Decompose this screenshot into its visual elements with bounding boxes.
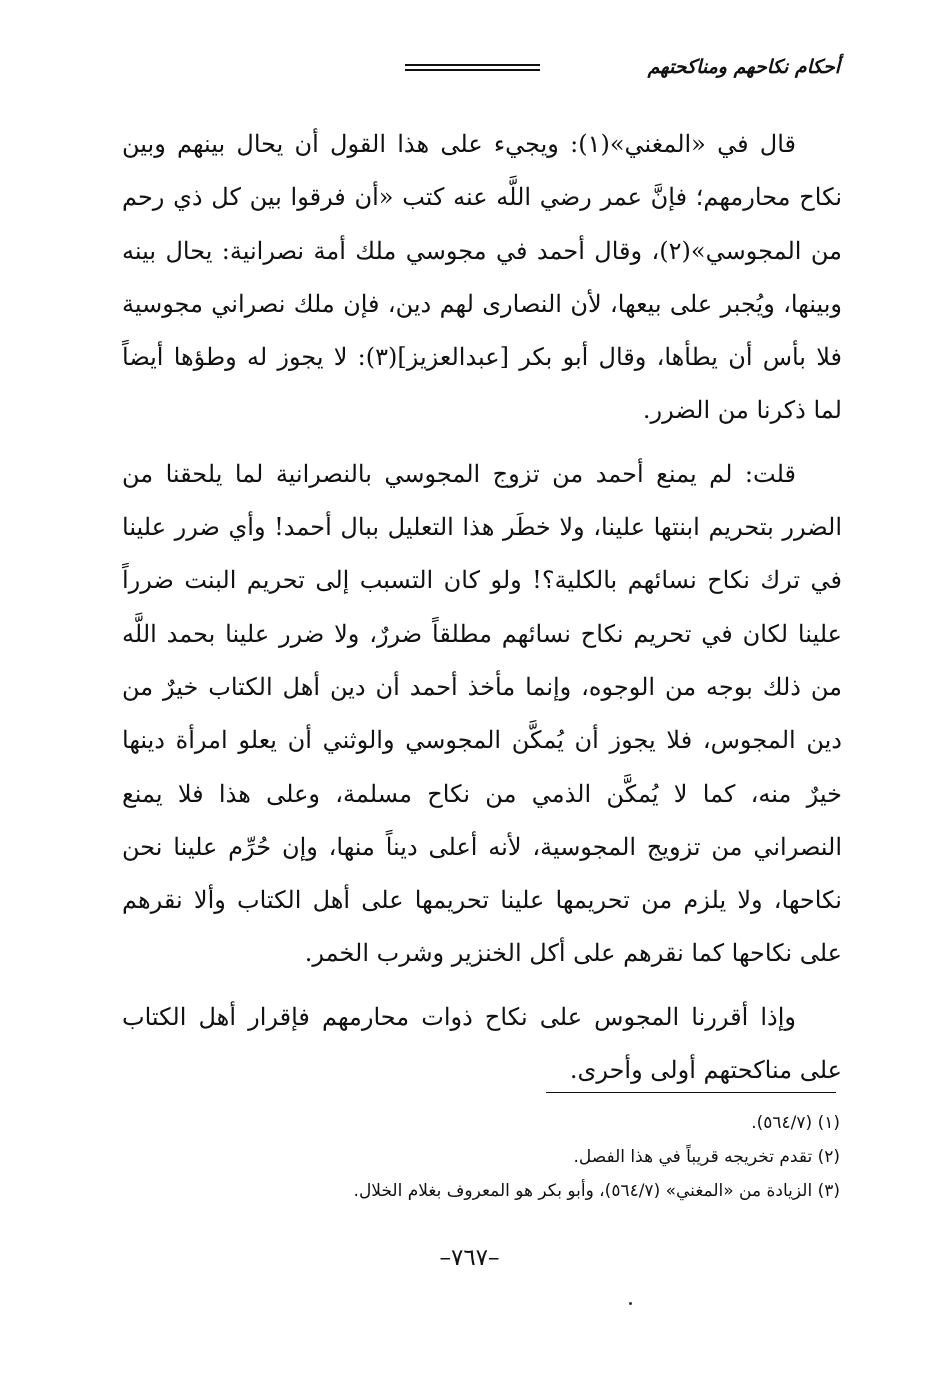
header-title: أحكام نكاحهم ومناكحتهم [647, 56, 840, 78]
footnote: (٢) تقدم تخريجه قريباً في هذا الفصل. [573, 1147, 840, 1167]
header-rule-bottom [405, 69, 540, 71]
footnote: (٣) الزيادة من «المغني» (٥٦٤/٧)، وأبو بكر هو المعروف بغلام الخلال. [353, 1181, 840, 1201]
scan-speck [629, 1302, 632, 1305]
paragraph: قلت: لم يمنع أحمد من تزوج المجوسي بالنصرانية لما يلحقنا من الضرر بتحريم ابنتها علينا، ولا خطَر هذا التعليل ببال أحمد! وأي ضرر علينا في ترك نكاح نسائهم بالكلية؟! ولو كان التسبب إلى تحريم البنت ضرراً علينا لكان في تحريم نكاح نسائهم مطلقاً ضررٌ، ولا ضرر علينا بحمد اللَّه من ذلك بوجه من الوجوه، وإنما مأخذ أحمد أن دين أهل الكتاب خيرٌ من دين المجوس، فلا يجوز أن يُمكَّن المجوسي والوثني أن يعلو امرأة دينها خيرٌ منه، كما لا يُمكَّن الذمي من نكاح مسلمة، وعلى هذا فلا يمنع النصراني من تزويج المجوسية، لأنه أعلى ديناً منها، وإن حُرِّم علينا نحن نكاحها، ولا يلزم من تحريمها علينا تحريمها على أهل الكتاب وألا نقرهم على نكاحها كما نقرهم على أكل الخنزير وشرب الخمر. [122, 459, 843, 968]
footnote: (١) (٥٦٤/٧). [751, 1113, 840, 1133]
paragraph: وإذا أقررنا المجوس على نكاح ذوات محارمهم فإقرار أهل الكتاب على مناكحتهم أولى وأحرى. [122, 1002, 842, 1085]
page-number: –٧٦٧– [439, 1245, 500, 1271]
main-text [122, 118, 842, 1097]
header-rule-top [405, 64, 540, 66]
footnotes [150, 1106, 840, 1208]
running-header [120, 52, 840, 82]
footnote-separator [546, 1092, 836, 1093]
paragraph: قال في «المغني»(١): ويجيء على هذا القول أن يحال بينهم وبين نكاح محارمهم؛ فإنَّ عمر رضي اللَّه عنه كتب «أن فرقوا بين كل ذي رحم من المجوسي»(٢)، وقال أحمد في مجوسي ملك أمة نصرانية: يحال بينه وبينها، ويُجبر على بيعها، لأن النصارى لهم دين، فإن ملك نصراني مجوسية فلا بأس أن يطأها، وقال أبو بكر [عبدالعزيز](٣): لا يجوز له وطؤها أيضاً لما ذكرنا من الضرر. [122, 130, 842, 425]
